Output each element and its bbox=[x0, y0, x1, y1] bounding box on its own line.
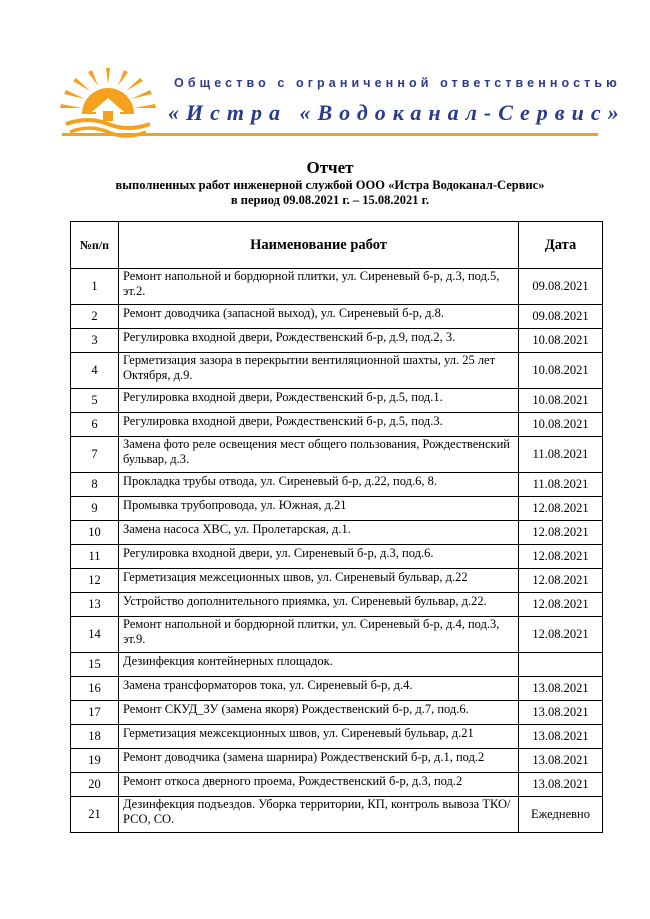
table-row bbox=[71, 725, 603, 749]
table-row bbox=[71, 569, 603, 593]
row-date: 10.08.2021 bbox=[519, 413, 603, 437]
row-work-name-cell bbox=[119, 413, 519, 437]
table-row bbox=[71, 593, 603, 617]
table-row bbox=[71, 701, 603, 725]
row-work-name: Ремонт напольной и бордюрной плитки, ул. Сиреневый б-р, д.3, под.5, эт.2. bbox=[123, 268, 500, 298]
row-work-name-cell bbox=[119, 305, 519, 329]
row-date: 13.08.2021 bbox=[519, 701, 603, 725]
row-date: 12.08.2021 bbox=[519, 593, 603, 617]
row-number: 10 bbox=[71, 521, 119, 545]
row-number: 20 bbox=[71, 773, 119, 797]
row-work-name: Прокладка трубы отвода, ул. Сиреневый б-р, д.22, под.6, 8. bbox=[123, 474, 437, 488]
row-number: 4 bbox=[71, 353, 119, 389]
header-name: Наименование работ bbox=[119, 222, 519, 269]
table-row bbox=[71, 521, 603, 545]
row-work-name: Регулировка входной двери, Рождественский б-р, д.9, под.2, 3. bbox=[123, 330, 456, 344]
row-work-name: Регулировка входной двери, Рождественский б-р, д.5, под.1. bbox=[123, 390, 443, 404]
row-work-name: Замена фото реле освещения мест общего пользования, Рождественский бульвар, д.3. bbox=[123, 436, 510, 466]
row-work-name: Замена трансформаторов тока, ул. Сиреневый б-р, д.4. bbox=[123, 678, 413, 692]
row-number: 13 bbox=[71, 593, 119, 617]
row-date: 09.08.2021 bbox=[519, 305, 603, 329]
row-number: 9 bbox=[71, 497, 119, 521]
row-work-name-cell bbox=[119, 497, 519, 521]
header-num: №п/п bbox=[71, 222, 119, 269]
row-work-name: Устройство дополнительного приямка, ул. Сиреневый бульвар, д.22. bbox=[123, 594, 487, 608]
row-work-name: Ремонт откоса дверного проема, Рождественский б-р, д.3, под.2 bbox=[123, 774, 463, 788]
company-name: «Истра «Водоканал-Сервис» bbox=[168, 100, 626, 125]
report-title: Отчет bbox=[306, 158, 354, 177]
row-number: 14 bbox=[71, 617, 119, 653]
row-work-name-cell bbox=[119, 749, 519, 773]
table-row bbox=[71, 773, 603, 797]
table-row bbox=[71, 677, 603, 701]
row-work-name-cell bbox=[119, 521, 519, 545]
row-number: 3 bbox=[71, 329, 119, 353]
row-work-name-cell bbox=[119, 617, 519, 653]
row-number: 5 bbox=[71, 389, 119, 413]
table-row bbox=[71, 545, 603, 569]
row-work-name: Ремонт доводчика (замена шарнира) Рождественский б-р, д.1, под.2 bbox=[123, 750, 485, 764]
row-date: 11.08.2021 bbox=[519, 473, 603, 497]
table-row bbox=[71, 653, 603, 677]
row-work-name: Замена насоса ХВС, ул. Пролетарская, д.1. bbox=[123, 522, 351, 536]
row-date: Ежедневно bbox=[519, 797, 603, 833]
row-number: 2 bbox=[71, 305, 119, 329]
row-number: 1 bbox=[71, 269, 119, 305]
table-row bbox=[71, 797, 603, 833]
row-number: 17 bbox=[71, 701, 119, 725]
table-row bbox=[71, 437, 603, 473]
row-work-name-cell bbox=[119, 389, 519, 413]
row-work-name: Ремонт напольной и бордюрной плитки, ул. Сиреневый б-р, д.4, под.3, эт.9. bbox=[123, 616, 500, 646]
table-row bbox=[71, 269, 603, 305]
row-number: 19 bbox=[71, 749, 119, 773]
row-work-name-cell bbox=[119, 593, 519, 617]
row-number: 18 bbox=[71, 725, 119, 749]
row-number: 16 bbox=[71, 677, 119, 701]
row-work-name: Дезинфекция подъездов. Уборка территории, КП, контроль вывоза ТКО/РСО, СО. bbox=[123, 796, 511, 826]
row-work-name: Герметизация зазора в перекрытии вентиляционной шахты, ул. 25 лет Октября, д.9. bbox=[123, 352, 496, 382]
row-date: 12.08.2021 bbox=[519, 545, 603, 569]
row-work-name: Герметизация межсекционных швов, ул. Сиреневый бульвар, д.21 bbox=[123, 726, 474, 740]
row-work-name: Регулировка входной двери, Рождественский б-р, д.5, под.3. bbox=[123, 414, 443, 428]
row-date: 12.08.2021 bbox=[519, 521, 603, 545]
row-work-name-cell bbox=[119, 677, 519, 701]
row-number: 8 bbox=[71, 473, 119, 497]
table-header-row bbox=[71, 222, 603, 269]
header-divider bbox=[62, 133, 598, 136]
row-date: 13.08.2021 bbox=[519, 677, 603, 701]
row-work-name-cell bbox=[119, 437, 519, 473]
row-number: 7 bbox=[71, 437, 119, 473]
table-row bbox=[71, 473, 603, 497]
table-row bbox=[71, 497, 603, 521]
row-date bbox=[519, 653, 603, 677]
row-date: 13.08.2021 bbox=[519, 749, 603, 773]
row-work-name-cell bbox=[119, 797, 519, 833]
row-work-name: Промывка трубопровода, ул. Южная, д.21 bbox=[123, 498, 347, 512]
table-row bbox=[71, 353, 603, 389]
row-number: 12 bbox=[71, 569, 119, 593]
row-work-name-cell bbox=[119, 653, 519, 677]
row-work-name: Регулировка входной двери, ул. Сиреневый б-р, д.3, под.6. bbox=[123, 546, 434, 560]
row-work-name-cell bbox=[119, 701, 519, 725]
row-date: 12.08.2021 bbox=[519, 569, 603, 593]
report-period: в период 09.08.2021 г. – 15.08.2021 г. bbox=[230, 193, 430, 207]
table-row bbox=[71, 749, 603, 773]
row-work-name: Ремонт СКУД_ЗУ (замена якоря) Рождественский б-р, д.7, под.6. bbox=[123, 702, 469, 716]
row-date: 09.08.2021 bbox=[519, 269, 603, 305]
report-title-block bbox=[62, 158, 598, 208]
table-row bbox=[71, 389, 603, 413]
company-legal-form: Общество с ограниченной ответственностью bbox=[174, 76, 621, 90]
row-number: 15 bbox=[71, 653, 119, 677]
header-date: Дата bbox=[519, 222, 603, 269]
row-work-name-cell bbox=[119, 545, 519, 569]
sun-house-logo-icon bbox=[58, 66, 158, 138]
row-date: 13.08.2021 bbox=[519, 725, 603, 749]
row-date: 10.08.2021 bbox=[519, 329, 603, 353]
report-subtitle: выполненных работ инженерной службой ООО «Истра Водоканал-Сервис» bbox=[115, 178, 545, 192]
table-row bbox=[71, 305, 603, 329]
row-number: 6 bbox=[71, 413, 119, 437]
table-row bbox=[71, 617, 603, 653]
row-work-name-cell bbox=[119, 353, 519, 389]
row-date: 12.08.2021 bbox=[519, 497, 603, 521]
row-date: 10.08.2021 bbox=[519, 389, 603, 413]
row-number: 11 bbox=[71, 545, 119, 569]
row-date: 12.08.2021 bbox=[519, 617, 603, 653]
works-table bbox=[70, 221, 603, 833]
row-work-name-cell bbox=[119, 269, 519, 305]
row-date: 13.08.2021 bbox=[519, 773, 603, 797]
table-row bbox=[71, 329, 603, 353]
row-work-name-cell bbox=[119, 773, 519, 797]
row-work-name: Ремонт доводчика (запасной выход), ул. Сиреневый б-р, д.8. bbox=[123, 306, 444, 320]
row-work-name: Герметизация межсеционных швов, ул. Сиреневый бульвар, д.22 bbox=[123, 570, 468, 584]
row-work-name-cell bbox=[119, 725, 519, 749]
letterhead bbox=[58, 58, 626, 138]
row-work-name-cell bbox=[119, 569, 519, 593]
row-date: 11.08.2021 bbox=[519, 437, 603, 473]
row-number: 21 bbox=[71, 797, 119, 833]
row-work-name-cell bbox=[119, 329, 519, 353]
row-work-name-cell bbox=[119, 473, 519, 497]
row-date: 10.08.2021 bbox=[519, 353, 603, 389]
row-work-name: Дезинфекция контейнерных площадок. bbox=[123, 654, 333, 668]
table-row bbox=[71, 413, 603, 437]
